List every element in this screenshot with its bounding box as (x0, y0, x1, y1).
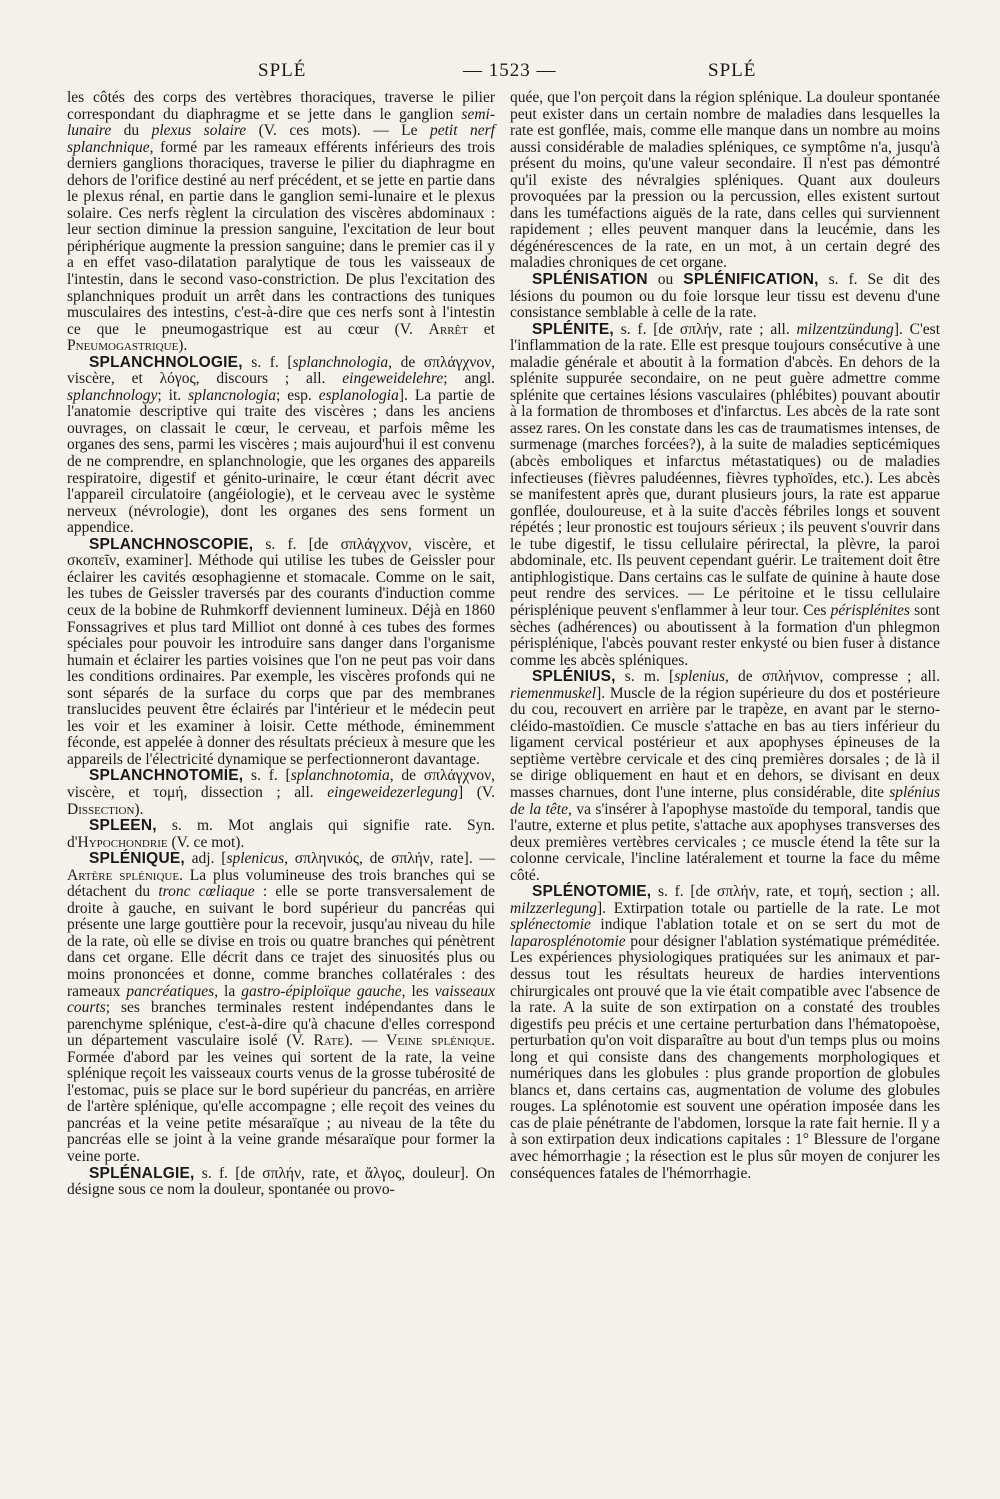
headword: SPLÉNIFICATION, (683, 271, 819, 289)
entry-continuation: les côtés des corps des vertèbres thoraciques, traverse le pilier correspondant du diaphragme et se jette dans le ganglion semi-lunaire du plexus solaire (V. ces mots). — Le petit nerf splanchnique, formé par les rameaux efférents inférieurs des trois derniers ganglions thoraciques, traverse le pilier du diaphragme en dehors de l'orifice destiné au nerf précédent, et se jette en partie dans le plexus rénal, en partie dans le ganglion semi-lunaire et le plexus solaire. Ces nerfs règlent la circulation des viscères abdominaux : leur section diminue la pression sanguine, l'excitation de leur bout périphérique augmente la pression sanguine; dans le premier cas il y a en effet vaso-dilatation paralytique de tous les vaisseaux de l'intestin, dans le second vaso-constriction. De plus l'excitation des splanchniques produit un arrêt dans les contractions des tuniques musculaires des intestins, c'est-à-dire que ces nerfs sont à l'intestin ce que le pneumogastrique est au cœur (V. Arrêt et Pneumogastrique). (67, 89, 495, 355)
left-column (67, 90, 495, 1199)
headword: SPLÉNIUS, (532, 668, 616, 686)
page-header (0, 60, 1000, 90)
entry-splanchnoscopie: SPLANCHNOSCOPIE, s. f. [de σπλάγχνον, viscère, et σκοπεῖν, examiner]. Méthode qui utilise les tubes de Geissler pour éclairer les cavités œsophagienne et stomacale. Comme on le sait, les tubes de Geissler traversés par des courants d'induction comme ceux de la bobine de Ruhmkorff deviennent lumineux. Déjà en 1860 Fonssagrives et plus tard Milliot ont donné à ces tubes des formes spéciales pour pouvoir les introduire sans danger dans l'organisme humain et éclairer les parties voisines que l'on ne peut pas voir dans les conditions ordinaires. Par exemple, les viscères profonds qui ne sont séparés de la surface du corps que par des membranes translucides peuvent être éclairés par l'intérieur et le médecin peut les voir et les examiner à loisir. Cette méthode, éminemment féconde, est appelée à donner des résultats précieux à mesure que les appareils de l'électricité dynamique se perfectionneront davantage. (67, 535, 495, 768)
headword: SPLÉNITE, (532, 320, 614, 338)
entry-splenius: SPLÉNIUS, s. m. [splenius, de σπλήνιον, compresse ; all. riemenmuskel]. Muscle de la région supérieure du dos et postérieure du cou, recouvert en arrière par le trapèze, en avant par le sterno-cléido-mastoïdien. Ce muscle s'attache en bas au tiers inférieur du ligament cervical postérieur et aux apophyses épineuses de la septième vertèbre cervicale et des cinq premières dorsales ; de là il se dirige obliquement en haut et en dehors, se divisant en deux masses charnues, dont l'une interne, plus considérable, dite splénius de la tête, va s'insérer à l'apophyse mastoïde du temporal, tandis que l'autre, externe et plus petite, s'attache aux apophyses transverses des deux premières vertèbres cervicales ; ce muscle étend la tête sur la colonne cervicale, l'incline latéralement et tourne la face du même côté. (510, 668, 941, 884)
running-head-left: SPLÉ (258, 60, 307, 81)
entry-spleen: SPLEEN, s. m. Mot anglais qui signifie rate. Syn. d'Hypochondrie (V. ce mot). (67, 817, 495, 851)
headword: SPLÉNALGIE, (89, 1164, 195, 1182)
page-number: — 1523 — (463, 60, 557, 81)
headword: SPLANCHNOLOGIE, (89, 353, 243, 371)
entry-splanchnotomie: SPLANCHNOTOMIE, s. f. [splanchnotomia, de σπλάγχνον, viscère, et τομή, dissection ; all. eingeweidezerlegung] (V. Dissection). (67, 767, 495, 818)
entry-splenalgie: SPLÉNALGIE, s. f. [de σπλήν, rate, et ἄλγος, douleur]. On désigne sous ce nom la douleur, spontanée ou provo- (67, 1164, 495, 1199)
entry-splenotomie: SPLÉNOTOMIE, s. f. [de σπλήν, rate, et τομή, section ; all. milzzerlegung]. Extirpation totale ou partielle de la rate. Le mot splénectomie indique l'ablation totale et on se sert du mot de laparosplénotomie pour désigner l'ablation systématique préméditée. Les expériences physiologiques pratiquées sur les animaux et par-dessus tout les résultats heureux de hardies interventions chirurgicales ont prouvé que la vie était compatible avec l'absence de la rate. A la suite de son extirpation on a constaté des troubles digestifs peu précis et une certaine perturbation dans l'hématopoèse, perturbation qu'on voit disparaître au bout d'un temps plus ou moins long et qui consiste dans des changements morphologiques et numériques dans les globules : plus grande proportion de globules blancs et, dans certains cas, augmentation de volume des globules rouges. La splénotomie est souvent une opération imposée dans les cas de plaie pénétrante de l'abdomen, lorsque la rate fait hernie. Il y a à son extirpation deux indications capitales : 1° Blessure de l'organe avec hémorrhagie ; la résection est le plus sûr moyen de conjurer les conséquences fatales de l'hémorrhagie. (510, 883, 940, 1182)
headword: SPLEEN, (89, 817, 157, 835)
entry-splanchnologie: SPLANCHNOLOGIE, s. f. [splanchnologia, de σπλάγχνον, viscère, et λόγος, discours ; all. eingeweidelehre; angl. splanchnology; it. splancnologia; esp. esplanologia]. La partie de l'anatomie descriptive qui traite des viscères ; dans les anciens ouvrages, on classait le cœur, le cerveau, et parfois même les organes des sens, parmi les viscères ; mais aujourd'hui il est convenu de ne comprendre, en splanchnologie, que les organes des appareils respiratoire, digestif et génito-urinaire, le cœur étant décrit avec l'appareil circulatoire (angéiologie), et le cerveau avec le système nerveux (névrologie), dont les organes des sens forment un appendice. (67, 353, 495, 537)
headword: SPLÉNIQUE, (89, 850, 185, 868)
entry-splenite: SPLÉNITE, s. f. [de σπλήν, rate ; all. milzentzündung]. C'est l'inflammation de la rate. Elle est presque toujours consécutive à une maladie générale et aboutit à la formation d'abcès. En dehors de la splénite suppurée secondaire, on ne peut guère admettre comme splénite que certaines lésions vasculaires (phlébites) pouvant aboutir à la formation de thromboses et d'infarctus. Les abcès de la rate sont assez rares. On les constate dans les cas de traumatismes intenses, de surmenage (marches forcées?), à la suite de maladies septicémiques (abcès emboliques et infarctus métastatiques) ou de maladies infectieuses (fièvres paludéennes, fièvres typhoïdes, etc.). Les abcès se manifestent après que, durant plusieurs jours, la rate est apparue gonflée, douloureuse, et à la suite d'accès fébriles longs et souvent répétés ; leur pronostic est toujours sérieux ; ils peuvent s'ouvrir dans le tube digestif, le tissu cellulaire périrectal, la plèvre, la paroi abdominale, etc. Ils peuvent cependant guérir. Le traitement doit être antiphlogistique. Dans certains cas le sulfate de quinine à haute dose peut rendre des services. — Le péritoine et le tissu cellulaire périsplénique peuvent s'enflammer à leur tour. Ces périsplénites sont sèches (adhérences) ou aboutissent à la formation d'un phlegmon périsplénique, l'abcès pouvant rester enkysté ou bien fuser à distance comme les abcès spléniques. (510, 320, 940, 669)
headword: SPLÉNOTOMIE, (532, 883, 652, 901)
entry-splenisation: SPLÉNISATION ou SPLÉNIFICATION, s. f. Se dit des lésions du poumon ou du foie lorsque leur tissu est devenu d'une consistance semblable à celle de la rate. (510, 271, 941, 322)
entry-continuation: quée, que l'on perçoit dans la région splénique. La douleur spontanée peut exister dans un certain nombre de maladies dans lesquelles la rate est gonflée, mais, comme elle manque dans un nombre au moins aussi considérable de maladies spléniques, ce symptôme n'a, jusqu'à présent du moins, qu'une valeur secondaire. Il n'est pas démontré qu'il existe des névralgies spléniques. Quant aux douleurs provoquées par la pression ou la percussion, elles existent surtout dans les tuméfactions aiguës de la rate, dans celles qui surviennent rapidement ; elles peuvent manquer dans la leucémie, dans les dégénérescences de la rate, en un mot, à un certain degré des maladies chroniques de cet organe. (510, 89, 940, 272)
right-column (510, 90, 940, 1182)
entry-splenique: SPLÉNIQUE, adj. [splenicus, σπληνικός, de σπλήν, rate]. — Artère splénique. La plus volumineuse des trois branches qui se détachent du tronc cœliaque : elle se porte transversalement de droite à gauche, en suivant le bord supérieur du pancréas qui présente une large gouttière pour la recevoir, jusqu'au niveau du hile de la rate, où elle se divise en trois ou quatre branches qui pénètrent dans cet organe. Elle décrit dans ce trajet des sinuosités plus ou moins prononcées et donne, comme branches collatérales : des rameaux pancréatiques, la gastro-épiploïque gauche, les vaisseaux courts; ses branches terminales restent indépendantes dans le parenchyme splénique, c'est-à-dire qu'à chacune d'elles correspond un département vasculaire isolé (V. Rate). — Veine splénique. Formée d'abord par les veines qui sortent de la rate, la veine splénique reçoit les vaisseaux courts venus de la grosse tubérosité de l'estomac, puis se place sur le bord supérieur du pancréas, en arrière de l'artère splénique, qu'elle accompagne ; elle reçoit des veines du pancréas et la veine petite mésaraïque ; au niveau de la tête du pancréas elle se joint à la veine grande mésaraïque pour former la veine porte. (67, 850, 496, 1165)
headword: SPLANCHNOTOMIE, (89, 767, 244, 785)
running-head-right: SPLÉ (708, 60, 757, 81)
headword: SPLANCHNOSCOPIE, (89, 535, 254, 553)
headword: SPLÉNISATION (532, 271, 648, 289)
